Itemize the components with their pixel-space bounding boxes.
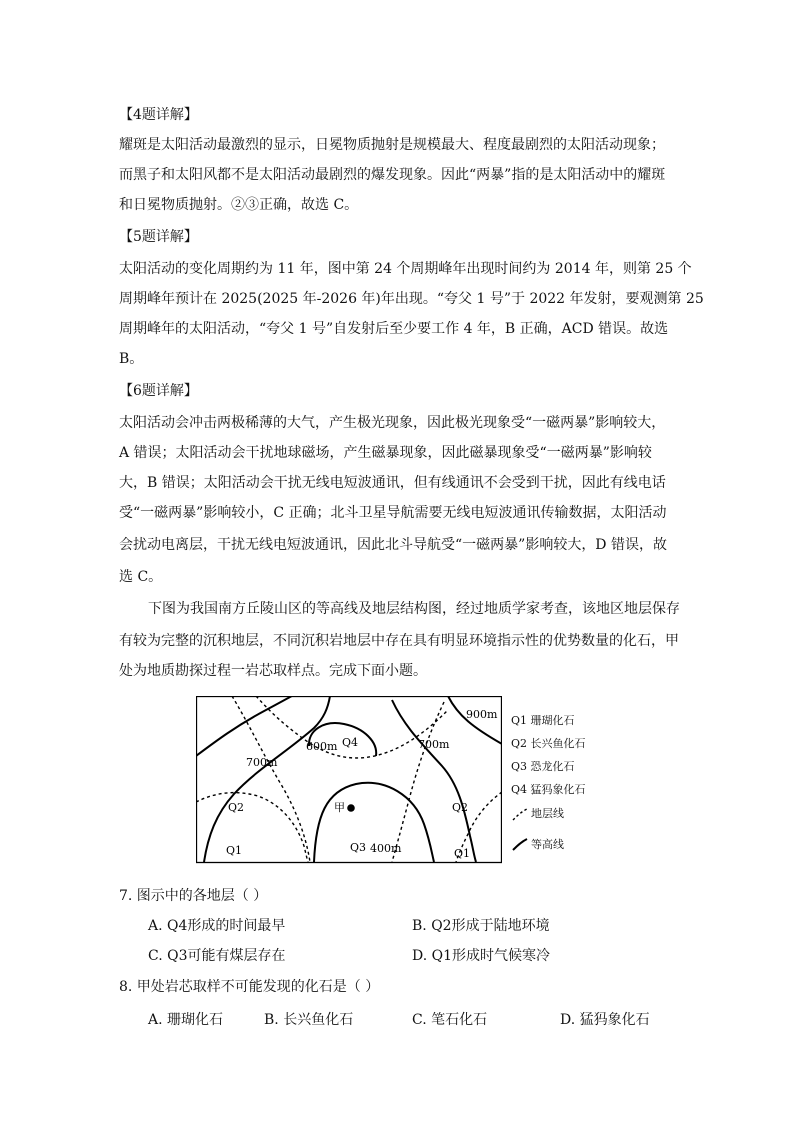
label-900m: 900m <box>466 708 498 721</box>
sample-point-marker <box>347 804 355 812</box>
legend-contour-line: 等高线 <box>531 838 564 851</box>
question7-option-c[interactable]: C. Q3可能有煤层存在 <box>148 948 286 964</box>
question8-option-c[interactable]: C. 笔石化石 <box>412 1012 488 1028</box>
question7-option-b[interactable]: B. Q2形成于陆地环境 <box>412 918 550 934</box>
legend-q3: Q3 恐龙化石 <box>511 760 575 773</box>
question7-option-d[interactable]: D. Q1形成时气候寒冷 <box>412 948 551 964</box>
question8-stem: 8. 甲处岩芯取样不可能发现的化石是（ ） <box>119 979 380 995</box>
section6-line-1: 太阳活动会冲击两极稀薄的大气，产生极光现象，因此极光现象受“一磁两暴”影响较大， <box>119 415 666 431</box>
question7-option-a[interactable]: A. Q4形成的时间最早 <box>148 918 286 934</box>
map-frame <box>197 697 502 863</box>
legend-q1: Q1 珊瑚化石 <box>511 714 575 727</box>
legend-q4: Q4 猛犸象化石 <box>511 783 586 796</box>
section5-line-3: 周期峰年的太阳活动，“夸父 1 号”自发射后至少要工作 4 年，B 正确，ACD 错误。故选 <box>119 321 669 337</box>
legend-q2: Q2 长兴鱼化石 <box>511 737 586 750</box>
label-q2-right: Q2 <box>452 801 469 814</box>
contour-strata-map <box>196 696 502 864</box>
section4-line-2: 而黑子和太阳风都不是太阳活动最剧烈的爆发现象。因此“两暴”指的是太阳活动中的耀斑 <box>119 167 666 183</box>
question8-option-d[interactable]: D. 猛犸象化石 <box>560 1012 650 1028</box>
label-700m-left: 700m <box>246 756 278 769</box>
intro-line-2: 有较为完整的沉积地层，不同沉积岩地层中存在具有明显环境指示性的优势数量的化石，甲 <box>119 633 679 649</box>
label-q4: Q4 <box>342 736 359 749</box>
intro-line-3: 处为地质勘探过程一岩芯取样点。完成下面小题。 <box>119 663 427 679</box>
section6-line-6: 选 C。 <box>119 569 163 585</box>
section6-line-2: A 错误；太阳活动会干扰地球磁场，产生磁暴现象，因此磁暴现象受“一磁两暴”影响较 <box>119 445 652 461</box>
label-q2-left: Q2 <box>228 801 245 814</box>
section6-line-5: 会扰动电离层，干扰无线电短波通讯，因此北斗导航受“一磁两暴”影响较大，D 错误，故 <box>119 537 667 553</box>
section5-heading: 【5题详解】 <box>119 229 198 245</box>
section4-heading: 【4题详解】 <box>119 107 198 123</box>
section6-line-3: 大，B 错误；太阳活动会干扰无线电短波通讯，但有线通讯不会受到干扰，因此有线电话 <box>119 475 666 491</box>
section5-line-2: 周期峰年预计在 2025(2025 年-2026 年)年出现。“夸父 1 号”于 2022 年发射，要观测第 25 <box>119 291 704 307</box>
section5-line-4: B。 <box>119 351 144 367</box>
label-600m: 600m <box>306 740 338 753</box>
label-q1-right: Q1 <box>454 847 471 860</box>
section5-line-1: 太阳活动的变化周期约为 11 年，图中第 24 个周期峰年出现时间约为 2014 年，则第 25 个 <box>119 261 692 277</box>
label-400m: 400m <box>370 842 402 855</box>
label-q3: Q3 <box>350 841 367 854</box>
question8-option-a[interactable]: A. 珊瑚化石 <box>148 1012 224 1028</box>
question7-stem: 7. 图示中的各地层（ ） <box>119 888 268 904</box>
section4-line-3: 和日冕物质抛射。②③正确，故选 C。 <box>119 197 359 213</box>
label-q1-left: Q1 <box>226 844 243 857</box>
section6-heading: 【6题详解】 <box>119 383 198 399</box>
intro-line-1: 下图为我国南方丘陵山区的等高线及地层结构图，经过地质学家考查，该地区地层保存 <box>148 601 680 617</box>
section4-line-1: 耀斑是太阳活动最激烈的显示，日冕物质抛射是规模最大、程度最剧烈的太阳活动现象； <box>119 137 665 153</box>
contour-line-legend-icon <box>511 836 531 852</box>
label-sample-point: 甲 <box>334 801 345 814</box>
legend-strata-line: 地层线 <box>531 807 564 820</box>
strata-line-legend-icon <box>511 806 531 822</box>
question8-option-b[interactable]: B. 长兴鱼化石 <box>264 1012 354 1028</box>
label-700m-right: 700m <box>418 738 450 751</box>
section6-line-4: 受“一磁两暴”影响较小，C 正确；北斗卫星导航需要无线电短波通讯传输数据，太阳活动 <box>119 505 667 521</box>
